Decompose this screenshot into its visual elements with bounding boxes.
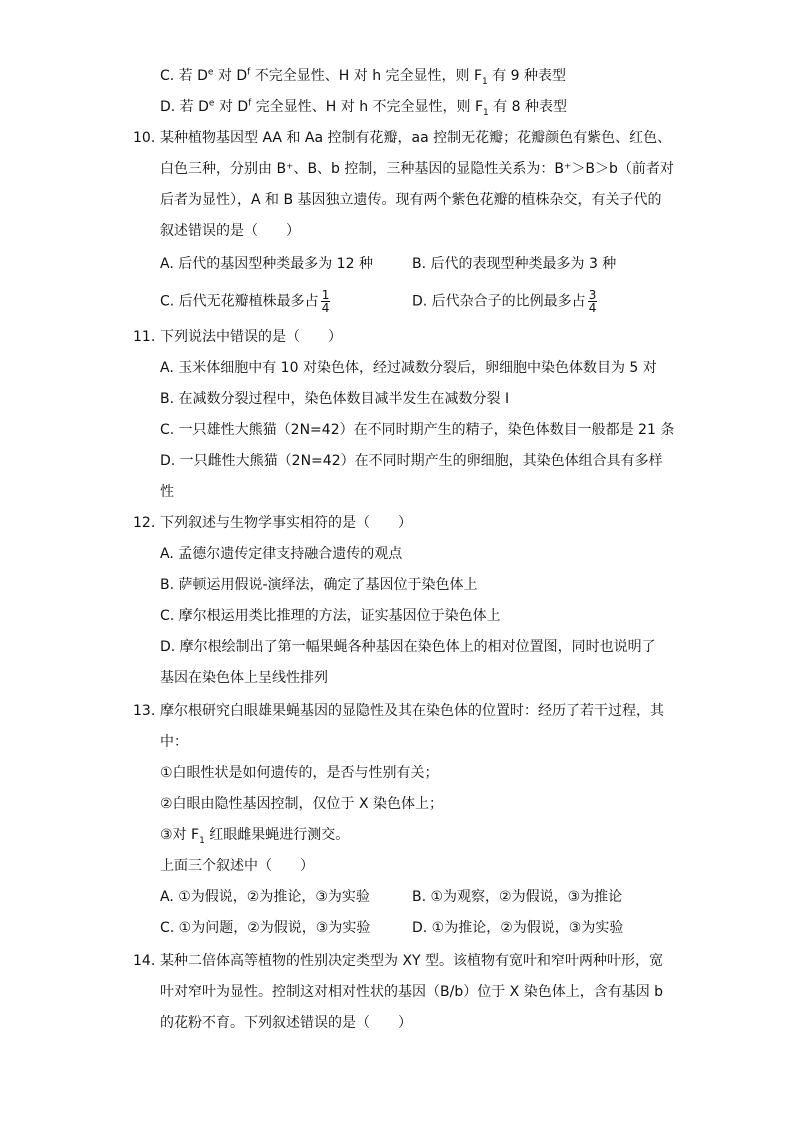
q14-stem-line: 某种二倍体高等植物的性别决定类型为 XY 型。该植物有宽叶和窄叶两种叶形，宽 [160,953,664,969]
q13-statement-2: ②白眼由隐性基因控制，仅位于 X 染色体上； [160,796,444,812]
q14-stem-line: 叶对窄叶为显性。控制这对相对性状的基因（B/b）位于 X 染色体上，含有基因 b [160,984,664,1000]
q13-number: 13. [133,703,156,719]
q10-stem-line: 白色三种，分别由 B⁺、B、b 控制，三种基因的显隐性关系为：B⁺＞B＞b（前者对 [160,161,674,177]
q11-option-a: A. 玉米体细胞中有 10 对染色体，经过减数分裂后，卵细胞中染色体数目为 5 对 [160,360,657,376]
q12-option-b: B. 萨顿运用假说-演绎法，确定了基因位于染色体上 [160,577,478,593]
q12-option-d: D. 摩尔根绘制出了第一幅果蝇各种基因在染色体上的相对位置图，同时也说明了 [160,639,656,655]
q10-option-d: D. 后代杂合子的比例最多占 $\frac{3}{4}$ [412,288,597,315]
q13-question: 上面三个叙述中（ ） [160,858,314,874]
q9-option-c: C. 若 De 对 $D^f$ 不完全显性、H 对 h 完全显性，则 $F_1$ 有 9 种表型 [160,67,567,87]
q13-stem-line: 中： [160,734,188,750]
q10-stem-line: 后者为显性），A 和 B 基因独立遗传。现有两个紫色花瓣的植株杂交，有关子代的 [160,192,662,208]
q9-option-d: D. 若 De 对 $D^f$ 完全显性、H 对 h 不完全显性，则 $F_1$ 有 8 种表型 [160,98,568,118]
q12-option-c: C. 摩尔根运用类比推理的方法，证实基因位于染色体上 [160,608,501,624]
q10-stem-line: 叙述错误的是（ ） [160,223,300,239]
q10-option-a: A. 后代的基因型种类最多为 12 种 [160,256,373,272]
fraction: $\frac{3}{4}$ [588,288,597,315]
q11-option-d: D. 一只雌性大熊猫（2N=42）在不同时期产生的卵细胞，其染色体组合具有多样 [160,453,663,469]
q13-stem-line: 摩尔根研究白眼雄果蝇基因的显隐性及其在染色体的位置时：经历了若干过程，其 [160,703,664,719]
q10-option-b: B. 后代的表现型种类最多为 3 种 [412,256,617,272]
q14-stem-line: 的花粉不育。下列叙述错误的是（ ） [160,1015,412,1031]
q13-option-b: B. ①为观察，②为假说，③为推论 [412,889,623,905]
q13-statement-1: ①白眼性状是如何遗传的，是否与性别有关； [160,765,439,781]
q10-option-c: C. 后代无花瓣植株最多占 $\frac{1}{4}$ [160,288,330,315]
fraction: $\frac{1}{4}$ [321,288,330,315]
q12-stem: 下列叙述与生物学事实相符的是（ ） [160,515,412,531]
q11-option-c: C. 一只雄性大熊猫（2N=42）在不同时期产生的精子，染色体数目一般都是 21 条 [160,422,675,438]
q13-statement-3: ③对 $F_1$ 红眼雌果蝇进行测交。 [160,827,350,846]
q12-option-a: A. 孟德尔遗传定律支持融合遗传的观点 [160,546,403,562]
q13-option-c: C. ①为问题，②为假说，③为实验 [160,920,371,936]
q10-number: 10. [133,130,156,146]
q13-option-d: D. ①为推论，②为假说，③为实验 [412,920,624,936]
q12-option-d-cont: 基因在染色体上呈线性排列 [160,670,328,686]
q11-option-b: B. 在减数分裂过程中，染色体数目减半发生在减数分裂 I [160,391,510,407]
q11-stem: 下列说法中错误的是（ ） [160,329,342,345]
q10-stem-line: 某种植物基因型 AA 和 Aa 控制有花瓣，aa 控制无花瓣；花瓣颜色有紫色、红色、 [160,130,672,146]
q12-number: 12. [133,515,156,531]
q14-number: 14. [133,953,156,969]
q13-option-a: A. ①为假说，②为推论，③为实验 [160,889,370,905]
q11-number: 11. [133,329,156,345]
q11-option-d-cont: 性 [160,484,174,500]
